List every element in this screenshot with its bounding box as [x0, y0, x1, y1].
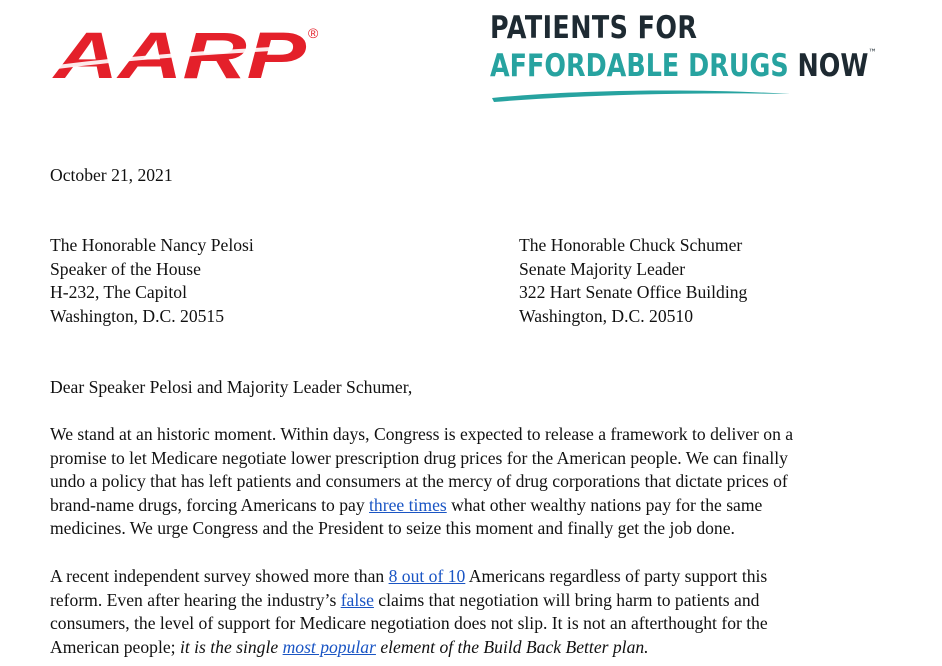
pfadn-logo-line1: PATIENTS FOR	[490, 10, 698, 46]
paragraph-line: promise to let Medicare negotiate lower prescription drug prices for the American people. We can finally	[50, 447, 788, 468]
paragraph-line: We stand at an historic moment. Within days, Congress is expected to release a framework to deliver on a	[50, 424, 794, 444]
paragraph-line	[50, 494, 930, 518]
pfadn-swoosh	[490, 86, 800, 104]
pfadn-logo-line2	[490, 48, 877, 84]
salutation: Dear Speaker Pelosi and Majority Leader Schumer,	[50, 377, 413, 397]
recipient-right-line: Senate Majority Leader	[519, 258, 686, 279]
text-run: American people;	[50, 636, 180, 657]
paragraph-line	[50, 636, 930, 660]
text-run: reform. Even after hearing the industry’s	[50, 589, 341, 610]
text-run: Americans regardless of party support this	[465, 566, 768, 586]
text-run: A recent independent survey showed more than	[50, 566, 389, 586]
pfadn-trademark: ™	[868, 48, 877, 59]
recipient-left-line: The Honorable Nancy Pelosi	[50, 235, 254, 255]
recipient-right-line: 322 Hart Senate Office Building	[519, 282, 748, 302]
recipient-left-line: Washington, D.C. 20515	[50, 305, 225, 326]
text-run: brand-name drugs, forcing Americans to pay	[50, 494, 370, 515]
aarp-logo-text: AARP	[51, 18, 308, 88]
italic-run: it is the single	[179, 636, 283, 657]
body-paragraph-2	[50, 565, 930, 659]
pfadn-logo-teal-text: AFFORDABLE DRUGS	[490, 48, 789, 84]
paragraph-line: medicines. We urge Congress and the President to seize this moment and finally get the job done.	[50, 518, 735, 538]
recipient-right-line: Washington, D.C. 20510	[519, 305, 694, 326]
text-run: what other wealthy nations pay for the same	[446, 494, 763, 515]
link-8-out-of-10[interactable]: 8 out of 10	[388, 566, 466, 586]
recipient-left	[50, 234, 254, 328]
link-most-popular[interactable]: most popular	[282, 636, 376, 657]
recipient-right	[519, 234, 747, 328]
aarp-logo	[50, 16, 330, 88]
body-paragraph-1	[50, 423, 930, 541]
paragraph-line	[50, 565, 930, 589]
aarp-registered-mark: ®	[308, 25, 319, 41]
recipient-left-line: H-232, The Capitol	[50, 282, 187, 302]
pfadn-logo-now-text: NOW	[797, 48, 869, 84]
italic-run: element of the Build Back Better plan.	[375, 636, 649, 657]
link-three-times[interactable]: three times	[369, 494, 447, 515]
pfadn-logo	[490, 10, 890, 102]
text-run: claims that negotiation will bring harm to patients and	[373, 589, 760, 610]
link-false[interactable]: false	[340, 589, 374, 610]
paragraph-line: undo a policy that has left patients and consumers at the mercy of drug corporations that dictate prices of	[50, 471, 788, 491]
recipient-left-line: Speaker of the House	[50, 258, 201, 279]
paragraph-line: consumers, the level of support for Medicare negotiation does not slip. It is not an afterthought for the	[50, 613, 768, 633]
recipient-right-line: The Honorable Chuck Schumer	[519, 235, 743, 255]
letter-date: October 21, 2021	[50, 165, 173, 185]
paragraph-line	[50, 589, 930, 613]
